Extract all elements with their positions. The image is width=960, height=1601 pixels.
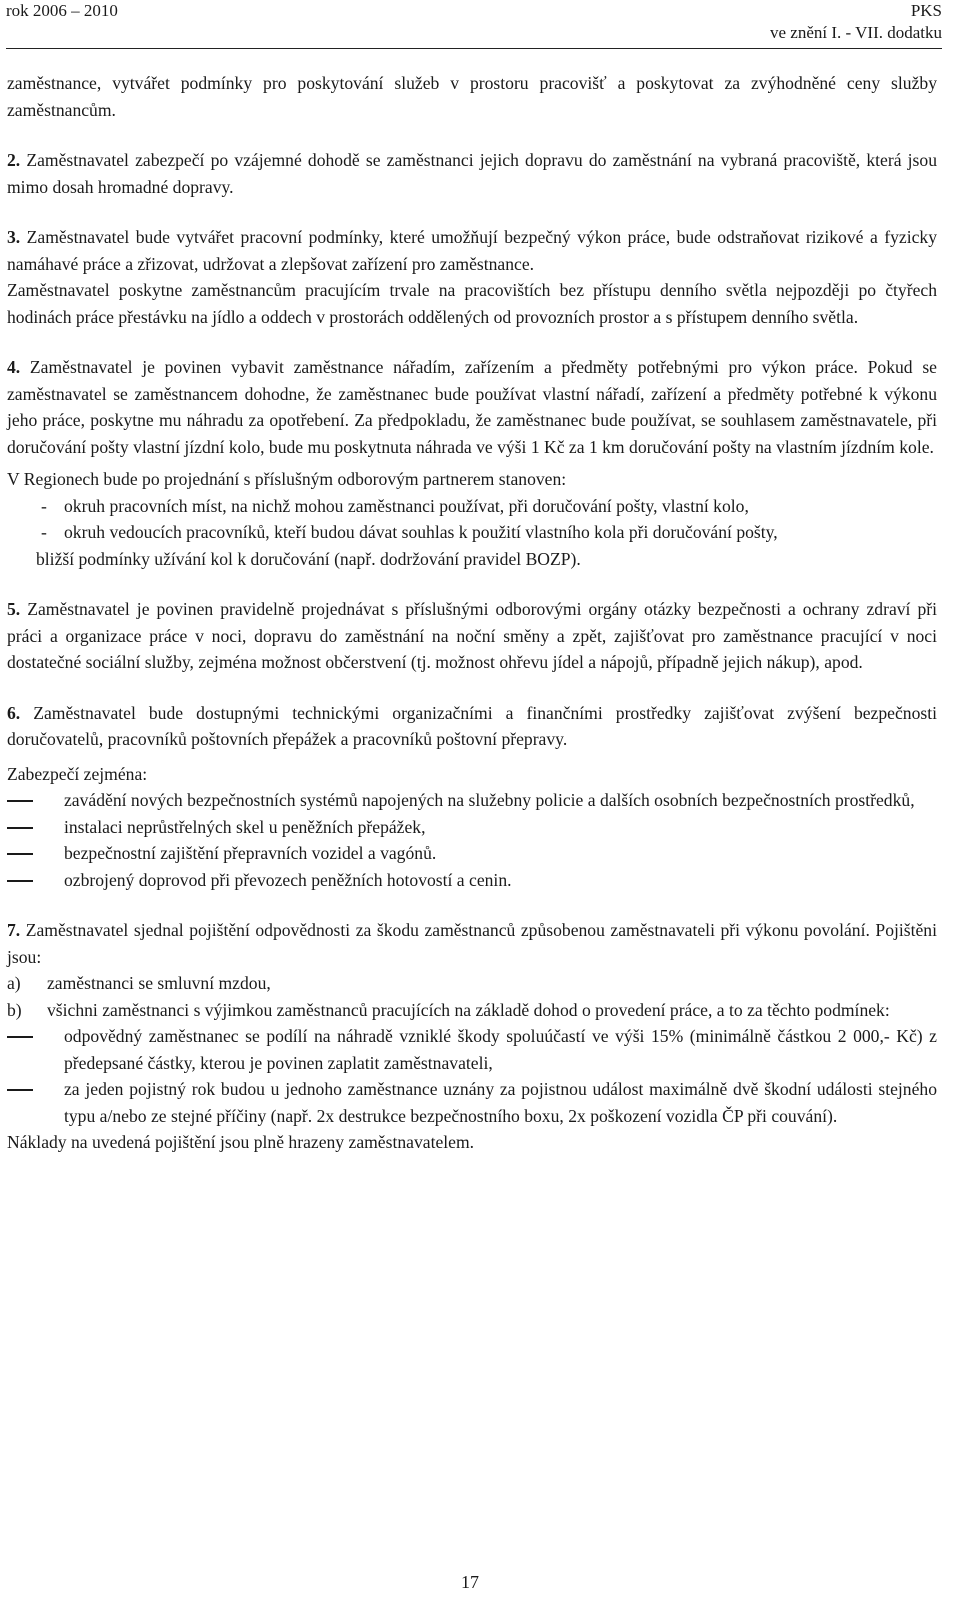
page-header: [6, 0, 942, 46]
list-item: bezpečnostní zajištění přepravních vozidel a vagónů.: [7, 840, 937, 867]
paragraph-text: Zaměstnavatel je povinen pravidelně projednávat s příslušnými odborovými orgány otázky bezpečnosti a ochrany zdraví při práci a organizace práce v noci, dopravu do zaměstnání na noční směny a zpět, zajišťovat pro zaměstnance pracující v noci dostatečné sociální služby, zejména možnost občerstvení (tj. možnost ohřevu jídel a nápojů, případně jejich nákup), apod.: [7, 599, 937, 672]
paragraph-number: 2.: [7, 150, 21, 170]
insured-list: [7, 970, 937, 1023]
security-intro: Zabezpečí zejména:: [7, 763, 148, 784]
paragraph-text: Zaměstnavatel bude vytvářet pracovní podmínky, které umožňují bezpečný výkon práce, bude odstraňovat rizikové a fyzicky namáhavé práce a zřizovat, udržovat a zlepšovat zařízení pro zaměstnance.: [7, 227, 937, 274]
paragraph-6: [7, 700, 937, 753]
paragraph-number: 5.: [7, 599, 21, 619]
paragraph-7: [7, 917, 937, 970]
list-item: ozbrojený doprovod při převozech peněžních hotovostí a cenin.: [7, 867, 937, 894]
list-item: a) zaměstnanci se smluvní mzdou,: [7, 973, 271, 993]
regions-intro: V Regionech bude po projednání s příslušným odborovým partnerem stanoven:: [7, 469, 567, 489]
paragraph-number: 4.: [7, 357, 21, 377]
security-list: [7, 787, 937, 893]
closing-paragraph: Náklady na uvedená pojištění jsou plně hrazeny zaměstnavatelem.: [7, 1132, 475, 1152]
page-number: 17: [461, 1572, 479, 1592]
regions-tail: bližší podmínky užívání kol k doručování (např. dodržování pravidel BOZP).: [36, 548, 581, 569]
paragraph-number: 7.: [7, 920, 21, 940]
paragraph-text: Zaměstnavatel sjednal pojištění odpovědnosti za škodu zaměstnanců způsobenou zaměstnavateli při výkonu povolání. Pojištěni jsou:: [7, 920, 937, 967]
paragraph-text: Zaměstnavatel zabezpečí po vzájemné dohodě se zaměstnanci jejich dopravu do zaměstnání na vybraná pracoviště, která jsou mimo dosah hromadné dopravy.: [7, 150, 937, 197]
document-body: [7, 70, 937, 1156]
paragraph-3-continued: Zaměstnavatel poskytne zaměstnancům pracujícím trvale na pracovištích bez přístupu denního světla nejpozději po čtyřech hodinách práce přestávku na jídlo a oddech v prostorách oddělených od provozních prostor a s přístupem denního světla.: [7, 280, 937, 327]
paragraph-3: [7, 224, 937, 277]
paragraph-number: 6.: [7, 702, 21, 723]
intro-paragraph: zaměstnance, vytvářet podmínky pro poskytování služeb v prostoru pracovišť a poskytovat za zvýhodněné ceny služby zaměstnancům.: [7, 73, 937, 120]
header-amendments: ve znění I. - VII. dodatku: [770, 23, 942, 42]
list-item: za jeden pojistný rok budou u jednoho zaměstnance uznány za pojistnou událost maximálně dvě škodní události stejného typu a/nebo ze stejné příčiny (např. 2x destrukce bezpečnostního boxu, 2x poškození vozidla ČP při couvání).: [7, 1076, 937, 1129]
header-document-info: [770, 0, 942, 44]
header-years: rok 2006 – 2010: [6, 1, 118, 20]
header-rule: [6, 48, 942, 49]
list-item: odpovědný zaměstnanec se podílí na náhradě vzniklé škody spoluúčastí ve výši 15% (minimálně částkou 2 000,- Kč) z předepsané částky, kterou je povinen zaplatit zaměstnavateli,: [7, 1023, 937, 1076]
list-item: - okruh pracovních míst, na nichž mohou zaměstnanci používat, při doručování pošty, vlastní kolo,: [41, 495, 749, 516]
conditions-list: [7, 1023, 937, 1129]
paragraph-2: [7, 147, 937, 200]
list-item: zavádění nových bezpečnostních systémů napojených na služebny policie a dalších osobních bezpečnostních prostředků,: [7, 787, 937, 814]
paragraph-number: 3.: [7, 227, 21, 247]
paragraph-5: [7, 596, 937, 676]
list-item: b) všichni zaměstnanci s výjimkou zaměstnanců pracujících na základě dohod o provedení práce, a to za těchto podmínek:: [7, 999, 890, 1020]
regions-list: [7, 493, 937, 546]
list-item: - okruh vedoucích pracovníků, kteří budou dávat souhlas k použití vlastního kola při doručování pošty,: [41, 522, 778, 542]
paragraph-text: Zaměstnavatel bude dostupnými technickými organizačními a finančními prostředky zajišťovat zvýšení bezpečnosti doručovatelů, pracovníků poštovních přepážek a pracovníků poštovní přepravy.: [7, 702, 937, 749]
paragraph-text: Zaměstnavatel je povinen vybavit zaměstnance nářadím, zařízením a předměty potřebnými pro výkon práce. Pokud se zaměstnavatel se zaměstnancem dohodne, že zaměstnanec bude používat vlastní nářadí, zařízení a předměty potřebné k výkonu jeho práce, poskytne mu náhradu za opotřebení. Za předpokladu, že zaměstnanec bude používat, se souhlasem zaměstnavatele, při doručování pošty vlastní jízdní kolo, bude mu poskytnuta náhrada ve výši 1 Kč za 1 km doručování pošty na vlastním jízdním kole.: [7, 357, 937, 457]
paragraph-4: [7, 354, 937, 460]
header-document-code: PKS: [910, 1, 942, 20]
list-item: instalaci neprůstřelných skel u peněžních přepážek,: [7, 814, 937, 841]
